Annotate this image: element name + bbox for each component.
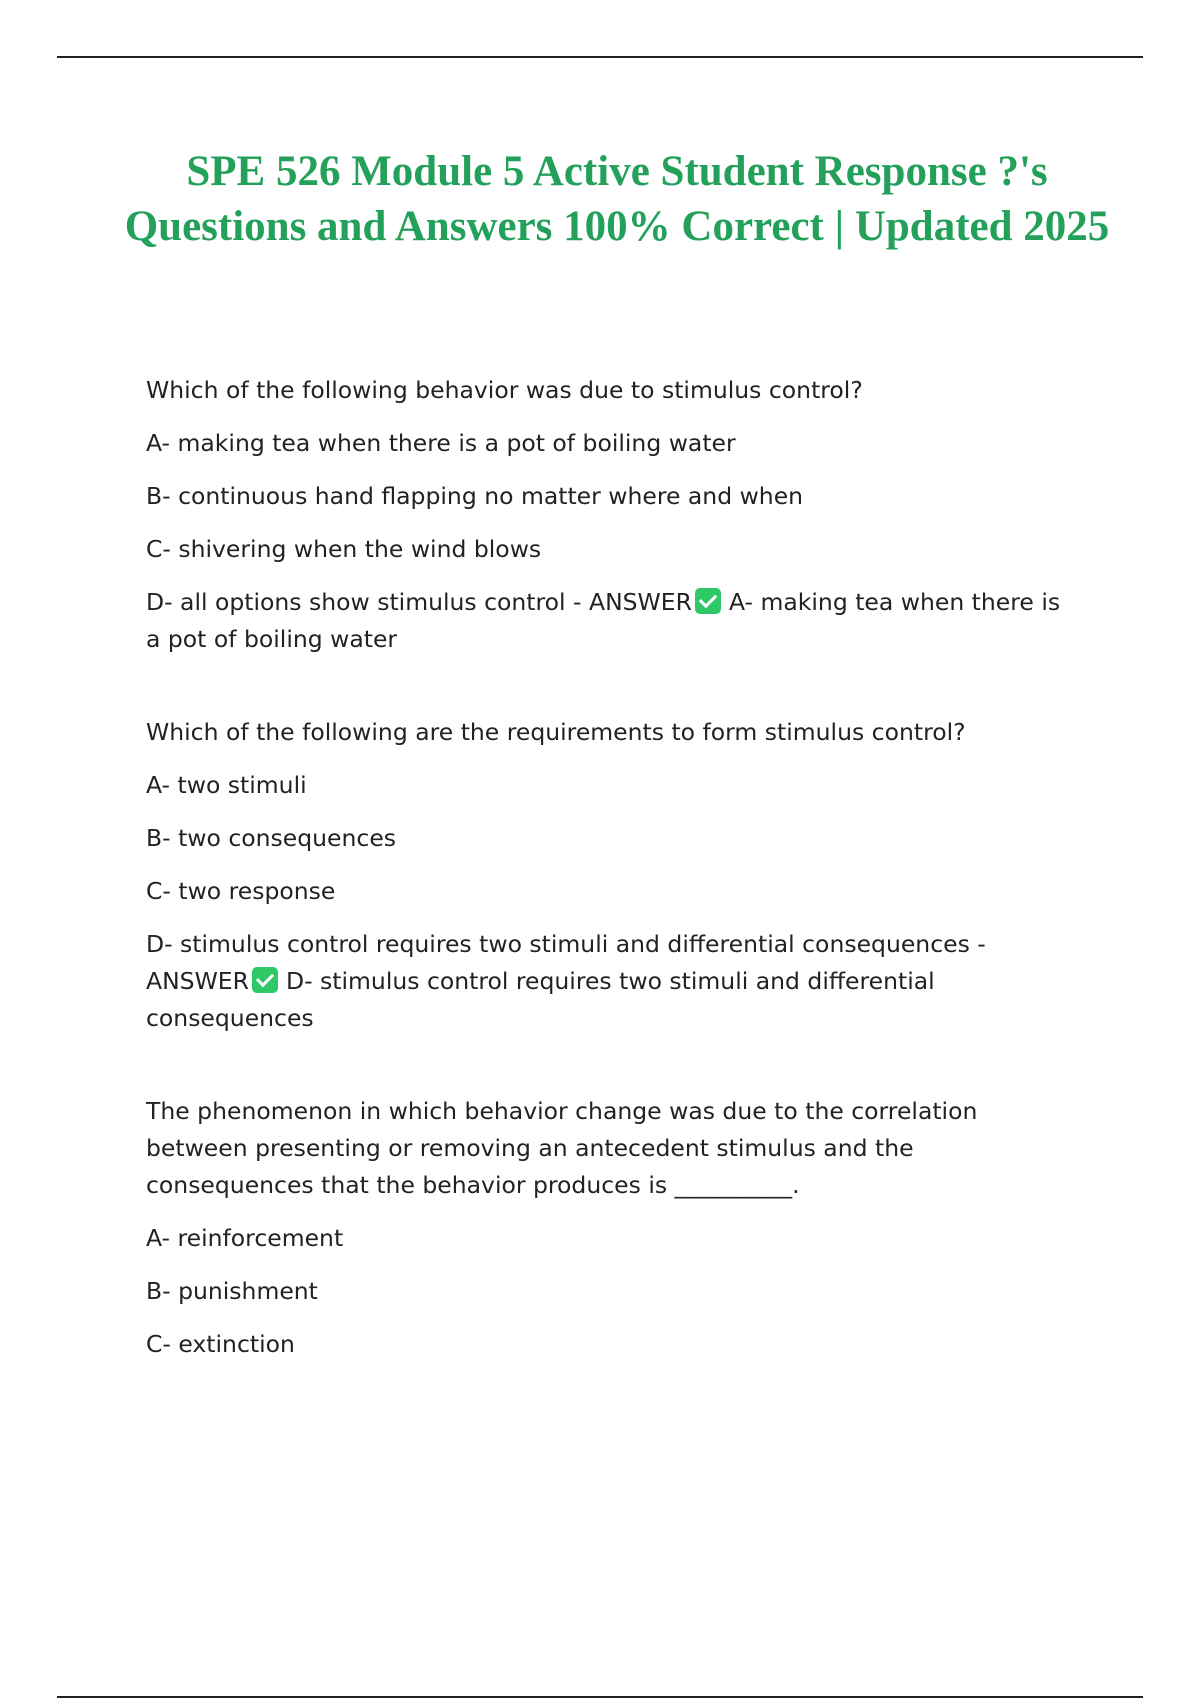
question-2-option-c: C- two response <box>146 877 336 905</box>
question-1-option-a: A- making tea when there is a pot of boiling water <box>146 429 736 457</box>
question-3-prompt: The phenomenon in which behavior change was due to the correlation between presenting or removing an antecedent stimulus and the consequences that the behavior produces is __________. <box>146 1097 978 1199</box>
question-2-option-a: A- two stimuli <box>146 771 307 799</box>
question-3-option-c: C- extinction <box>146 1330 295 1358</box>
question-2-option-b: B- two consequences <box>146 824 397 852</box>
question-1-answer: A- making tea when there is a pot of boiling water <box>146 588 1061 653</box>
question-2-option-d-answer <box>146 926 1076 1037</box>
check-mark-icon <box>695 588 721 614</box>
question-3-option-b: B- punishment <box>146 1277 318 1305</box>
questions-content <box>146 372 1076 1379</box>
question-1-option-c: C- shivering when the wind blows <box>146 535 542 563</box>
question-2-prompt: Which of the following are the requirements to form stimulus control? <box>146 718 966 746</box>
question-1 <box>146 372 1076 658</box>
question-2-option-d: D- stimulus control requires two stimuli and differential consequences - ANSWER <box>146 930 986 995</box>
check-mark-icon <box>252 967 278 993</box>
top-rule <box>57 56 1143 58</box>
question-1-option-d: D- all options show stimulus control - ANSWER <box>146 588 692 616</box>
document-title: SPE 526 Module 5 Active Student Response ?'s Questions and Answers 100% Correct | Updated 2025 <box>124 148 1110 250</box>
question-2 <box>146 714 1076 1037</box>
question-3 <box>146 1093 1076 1363</box>
question-1-option-d-answer <box>146 584 1076 658</box>
question-1-prompt: Which of the following behavior was due to stimulus control? <box>146 376 863 404</box>
bottom-rule <box>57 1696 1143 1698</box>
question-1-option-b: B- continuous hand flapping no matter where and when <box>146 482 804 510</box>
question-2-answer: D- stimulus control requires two stimuli and differential consequences <box>146 967 935 1032</box>
question-3-option-a: A- reinforcement <box>146 1224 344 1252</box>
